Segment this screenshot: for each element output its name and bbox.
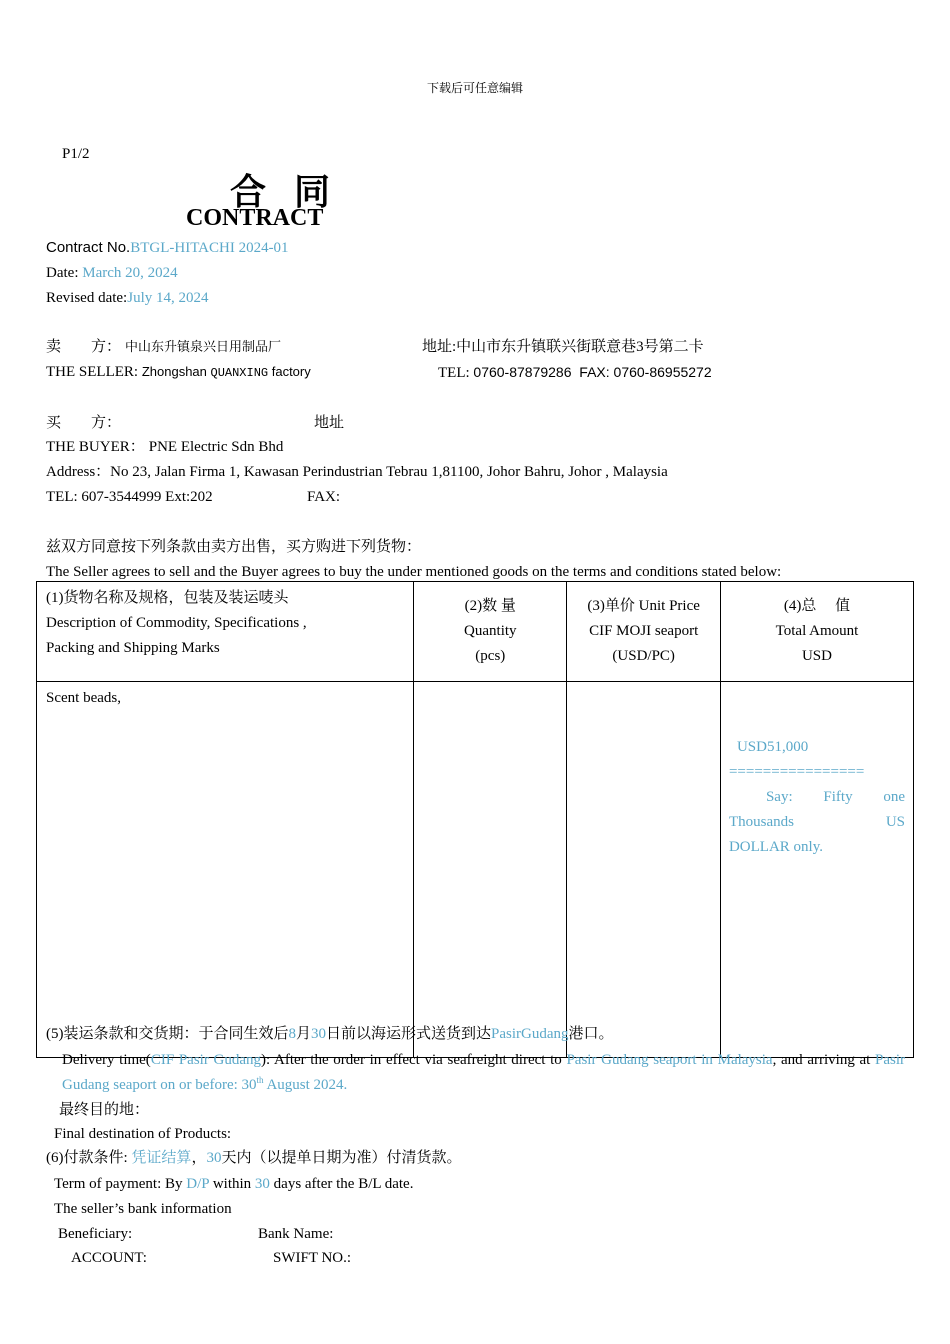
agreement-en: The Seller agrees to sell and the Buyer agrees to buy the under mentioned goods on the terms and conditions stated below: — [46, 564, 782, 580]
buyer-fax: FAX: — [307, 489, 341, 505]
revised-date-value: July 14, 2024 — [127, 290, 209, 306]
header-unit-price-line3: (USD/PC) — [612, 648, 675, 664]
seller-name-en-1: Zhongshan — [141, 364, 211, 379]
table-row — [37, 682, 914, 1058]
destination-cn: 最终目的地： — [59, 1102, 150, 1118]
buyer-address-label-cn: 地址 — [314, 415, 345, 431]
destination-en: Final destination of Products: — [54, 1126, 232, 1142]
header-quantity — [414, 582, 567, 682]
bank-name-label: Bank Name: — [258, 1226, 334, 1242]
contract-date — [46, 263, 178, 283]
payment-days-en: 30 — [254, 1176, 270, 1192]
delivery-date: August 2024. — [263, 1077, 348, 1093]
revised-date-label: Revised date: — [46, 290, 128, 306]
header-quantity-line3: (pcs) — [475, 648, 506, 664]
say-line-3: DOLLAR only. — [728, 839, 823, 855]
header-description-line2: Description of Commodity, Specifications , — [46, 615, 307, 631]
payment-en-2: within — [209, 1176, 255, 1192]
seller-en — [46, 362, 311, 383]
payment-cn-3: 天内（以提单日期为准）付清货款。 — [221, 1150, 462, 1166]
seller-fax-label: FAX: — [571, 364, 614, 380]
seller-label-en: THE SELLER: — [46, 364, 142, 380]
page-number: P1/2 — [62, 146, 90, 162]
header-total-line1: (4)总 值 — [783, 598, 851, 614]
delivery-cn-4: 港口。 — [568, 1026, 614, 1042]
say-word-4: Thousands — [728, 814, 794, 830]
cell-description — [37, 682, 414, 1058]
cell-total-amount — [720, 682, 913, 1058]
header-quantity-line2: Quantity — [464, 623, 517, 639]
delivery-en-2: ): After the order in effect via seafreight direct to — [260, 1052, 567, 1068]
seller-address-cn: 地址:中山市东升镇联兴街联意巷3号第二卡 — [422, 339, 704, 355]
payment-method-cn: 凭证结算 — [131, 1150, 192, 1166]
beneficiary-label: Beneficiary: — [58, 1226, 133, 1242]
say-word-2: Fifty — [823, 789, 853, 805]
bank-info-heading: The seller’s bank information — [54, 1201, 232, 1217]
header-total-line3: USD — [801, 648, 832, 664]
header-quantity-line1: (2)数 量 — [464, 598, 516, 614]
buyer-label-en: THE BUYER： — [46, 439, 145, 455]
say-word-3: one — [883, 789, 905, 805]
seller-tel: 0760-87879286 — [473, 364, 572, 380]
delivery-month: 8 — [288, 1026, 296, 1042]
account-label: ACCOUNT: — [71, 1250, 147, 1266]
buyer-address: Address：No 23, Jalan Firma 1, Kawasan Perindustrian Tebrau 1,81100, Johor Bahru, Johor , Malaysia — [46, 464, 668, 480]
header-description — [37, 582, 414, 682]
delivery-cn-3: 日前以海运形式送货到达 — [326, 1026, 492, 1042]
delivery-cn-2: 月 — [296, 1026, 312, 1042]
agreement-cn: 兹双方同意按下列条款由卖方出售，买方购进下列货物： — [46, 539, 422, 555]
buyer-label-cn: 买 方： — [46, 415, 122, 431]
delivery-en-1: Delivery time( — [62, 1052, 151, 1068]
payment-method-en: D/P — [186, 1176, 210, 1192]
delivery-date-sup: th — [256, 1075, 264, 1085]
seller-name-en-3: factory — [268, 364, 311, 379]
say-word-1: Say: — [765, 789, 793, 805]
delivery-day: 30 — [311, 1026, 327, 1042]
seller-tel-label: TEL: — [438, 365, 474, 381]
say-line-1 — [729, 785, 905, 810]
goods-table-header — [37, 582, 914, 682]
payment-cn-1: (6)付款条件: — [46, 1150, 132, 1166]
header-total-amount — [720, 582, 913, 682]
title-chinese: 合同 — [230, 172, 359, 212]
header-unit-price-line1: (3)单价 Unit Price — [587, 598, 700, 614]
description-value: Scent beads, — [46, 690, 121, 706]
goods-table — [36, 581, 914, 1058]
top-note: 下载后可任意编辑 — [426, 81, 523, 95]
header-total-line2: Total Amount — [775, 623, 859, 639]
say-word-5: US — [885, 814, 905, 830]
payment-en-3: days after the B/L date. — [269, 1176, 414, 1192]
buyer-name: PNE Electric Sdn Bhd — [148, 439, 284, 455]
buyer-tel: TEL: 607-3544999 Ext:202 — [46, 489, 213, 505]
delivery-port-date: Pasir Gudang seaport on or before: 30 — [62, 1052, 905, 1093]
delivery-en — [62, 1048, 905, 1098]
header-unit-price — [567, 582, 721, 682]
seller-label-cn: 卖 方： — [46, 339, 122, 355]
contract-number-label: Contract No. — [46, 239, 131, 256]
header-description-line3: Packing and Shipping Marks — [46, 640, 220, 656]
seller-fax: 0760-86955272 — [613, 364, 712, 380]
seller-contact — [438, 362, 712, 383]
date-label: Date: — [46, 265, 83, 281]
cell-quantity — [414, 682, 567, 1058]
total-separator: ================ — [728, 764, 865, 780]
payment-en — [54, 1174, 413, 1194]
revised-date — [46, 288, 209, 308]
cell-unit-price — [567, 682, 721, 1058]
seller-name-en-2: QUANXING — [210, 366, 269, 380]
delivery-cn — [46, 1024, 614, 1044]
say-line-2 — [729, 810, 905, 835]
header-description-line1: (1)货物名称及规格，包装及装运唛头 — [46, 590, 289, 606]
delivery-port-cn: PasirGudang — [491, 1026, 569, 1042]
seller-cn — [46, 337, 281, 357]
header-unit-price-line2: CIF MOJI seaport — [589, 623, 699, 639]
buyer-en — [46, 437, 283, 457]
payment-cn-2: ， — [191, 1150, 207, 1166]
delivery-port-en: Pasir Gudang seaport in Malaysia — [566, 1052, 773, 1068]
delivery-cn-1: (5)装运条款和交货期：于合同生效后 — [46, 1026, 289, 1042]
delivery-term: CIF Pasir Gudang — [150, 1052, 261, 1068]
delivery-en-3: , and arriving at — [772, 1052, 875, 1068]
payment-days-cn: 30 — [206, 1150, 222, 1166]
payment-cn — [46, 1148, 461, 1168]
payment-en-1: Term of payment: By — [54, 1176, 187, 1192]
contract-number — [46, 238, 289, 258]
date-value: March 20, 2024 — [82, 265, 178, 281]
title-english: CONTRACT — [186, 205, 324, 231]
contract-number-value: BTGL-HITACHI 2024-01 — [130, 240, 289, 256]
swift-label: SWIFT NO.: — [273, 1250, 352, 1266]
seller-name-cn: 中山东升镇泉兴日用制品厂 — [125, 339, 282, 354]
total-amount-value: USD51,000 — [736, 739, 809, 755]
